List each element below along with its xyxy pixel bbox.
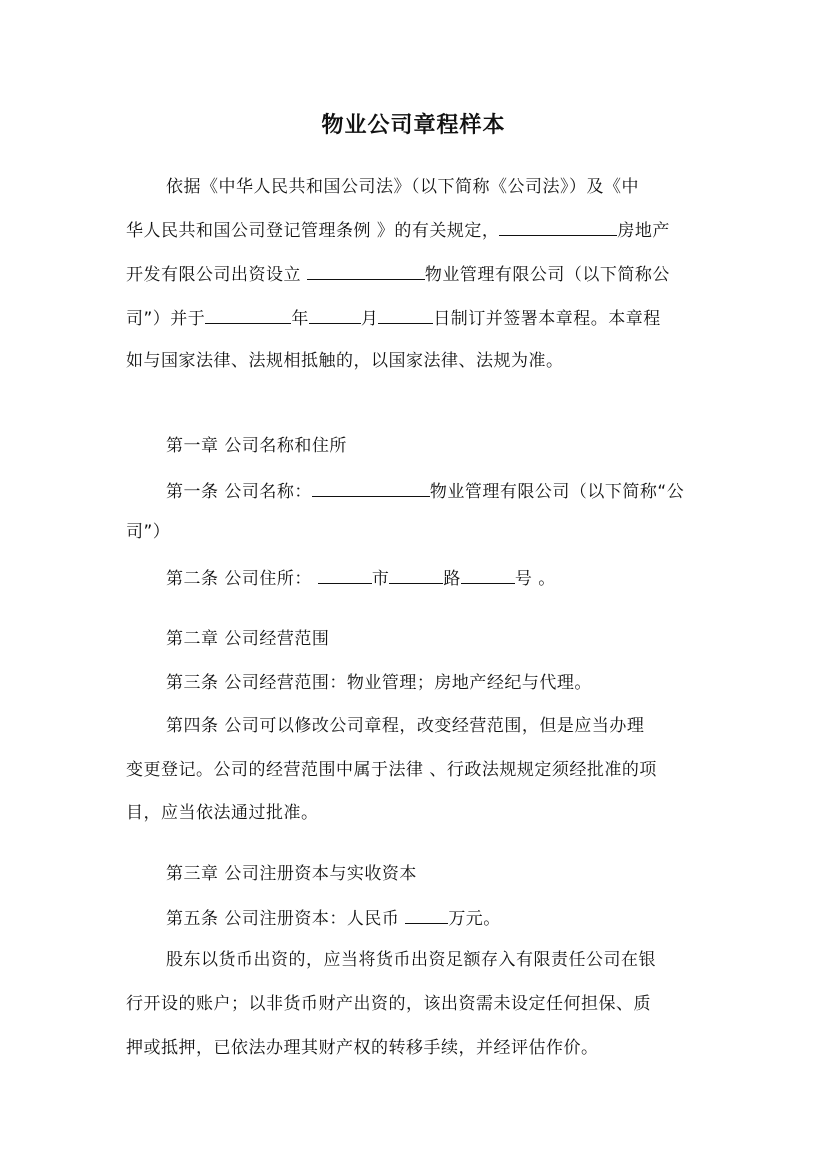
article-text: 号 。: [514, 569, 556, 589]
article-4-line-3: [126, 801, 319, 825]
article-1-cont: [126, 520, 170, 544]
preamble-text: 华人民共和国公司登记管理条例 》的有关规定，: [126, 221, 500, 241]
paragraph-line-1: [166, 948, 656, 972]
article-4-line-1: [166, 714, 644, 738]
blank-field[interactable]: [378, 305, 433, 324]
article-2: [166, 565, 556, 591]
preamble-line-4: [126, 305, 661, 331]
paragraph-text: 押或抵押，已依法办理其财产权的转移手续，并经评估作价。: [126, 1038, 599, 1058]
preamble-text: 物业管理有限公司（以下简称公: [424, 265, 670, 285]
preamble-text: 年: [291, 309, 309, 329]
article-text: 第四条 公司可以修改公司章程，改变经营范围，但是应当办理: [166, 716, 645, 736]
preamble-text: 司”）并于: [126, 309, 206, 329]
heading-text: 第二章 公司经营范围: [166, 629, 330, 649]
preamble-line-2: [126, 217, 670, 243]
article-3: [166, 671, 592, 695]
article-text: 万元。: [448, 909, 501, 929]
article-text: 第三条 公司经营范围：物业管理；房地产经纪与代理。: [166, 673, 592, 693]
article-4-line-2: [126, 758, 657, 782]
paragraph-line-2: [126, 992, 651, 1016]
chapter-2-heading: [166, 627, 329, 651]
article-text: 第五条 公司注册资本：人民币: [166, 909, 406, 929]
preamble-text: 日制订并签署本章程。本章程: [433, 309, 661, 329]
article-text: 司”）: [126, 522, 171, 542]
paragraph-text: 股东以货币出资的，应当将货币出资足额存入有限责任公司在银: [166, 950, 656, 970]
preamble-line-3: [126, 261, 670, 287]
chapter-1-heading: [166, 434, 347, 458]
blank-field[interactable]: [309, 305, 361, 324]
blank-field[interactable]: [312, 478, 430, 497]
article-text: 第二条 公司住所：: [166, 569, 318, 589]
preamble-text: 如与国家法律、法规相抵触的，以国家法律、法规为准。: [126, 351, 564, 371]
blank-field[interactable]: [461, 565, 515, 584]
paragraph-line-3: [126, 1036, 599, 1060]
document-title: 物业公司章程样本: [321, 112, 506, 138]
article-text: 第一条 公司名称：: [166, 482, 312, 502]
preamble-line-1: [166, 175, 639, 199]
heading-text: 第一章 公司名称和住所: [166, 436, 347, 456]
preamble-text: 依据《中华人民共和国公司法》（以下简称《公司法》）及《中: [166, 177, 639, 197]
paragraph-text: 行开设的账户；以非货币财产出资的，该出资需未设定任何担保、质: [126, 994, 651, 1014]
article-1: [166, 478, 684, 504]
heading-text: 第三章 公司注册资本与实收资本: [166, 864, 417, 884]
blank-field[interactable]: [307, 261, 425, 280]
article-text: 目，应当依法通过批准。: [126, 803, 319, 823]
article-text: 物业管理有限公司（以下简称“公: [429, 482, 685, 502]
blank-field[interactable]: [499, 217, 617, 236]
preamble-text: 房地产: [617, 221, 670, 241]
article-text: 变更登记。公司的经营范围中属于法律 、行政法规规定须经批准的项: [126, 760, 657, 780]
blank-field[interactable]: [205, 305, 291, 324]
blank-field[interactable]: [389, 565, 443, 584]
preamble-text: 开发有限公司出资设立: [126, 265, 307, 285]
preamble-text: 月: [360, 309, 379, 329]
blank-field[interactable]: [318, 565, 372, 584]
article-text: 路: [443, 569, 461, 589]
blank-field[interactable]: [405, 905, 448, 924]
article-text: 市: [371, 569, 390, 589]
article-5: [166, 905, 501, 931]
chapter-3-heading: [166, 862, 417, 886]
preamble-line-5: [126, 349, 564, 373]
